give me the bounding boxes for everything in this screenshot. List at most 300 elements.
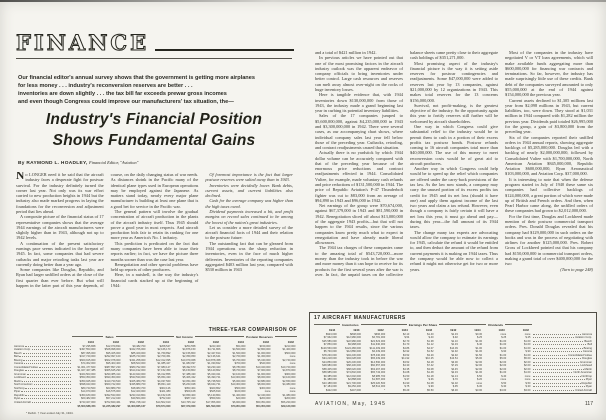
dotted-leader xyxy=(533,386,585,387)
table-value: $700,000 xyxy=(234,362,246,366)
table-group-cell xyxy=(459,323,532,327)
dotted-leader xyxy=(25,346,71,347)
table-value: $1.13 xyxy=(451,374,458,378)
table-value: $1,085,427 xyxy=(157,362,171,366)
group-rule xyxy=(314,324,340,325)
company-name-text: Piper xyxy=(585,378,592,382)
article-paragraph: The outstanding fact that can be gleaned from 1944 operations was the sharp reduction in inventories, even in the face of much higher deliveries. Inventories of the reporting companies aggregated $403 million last year, compared with $530 million in 1943 xyxy=(205,240,293,273)
table-value: $.40 xyxy=(501,374,507,378)
table-value: $4,037,560 xyxy=(157,379,171,383)
dotted-leader xyxy=(533,372,572,373)
table-value: $78,230,000 xyxy=(322,353,337,357)
company-name-text: Cessna xyxy=(14,362,24,366)
table-value: $22,523,000 xyxy=(370,339,386,343)
table-group-cell xyxy=(222,335,297,339)
article-paragraph: Six of the companies reported their unfilled orders in 1944 annual reports, showing aggregate backlogs of $5,285,000,000. Douglas led with a backlog of nearly $2,000,000,000, followed by Consolidated Vultee with $1,700,000,000, North American Aviation $845,000,000, Republic Aviation $600,000,000, Ryan Aeronautical $103,000,000, and Aviation Corp. $37,000,000. xyxy=(505,134,593,177)
table-value: $1.10 xyxy=(451,339,458,343)
table-value: $10,878,458 xyxy=(206,358,221,362)
company-name-text: Lockheed xyxy=(580,364,592,368)
table-value: $528,998,000 xyxy=(104,348,121,352)
dotted-leader xyxy=(21,391,71,392)
table-value: $10,340,000 xyxy=(256,365,271,369)
table-value: $3.52 xyxy=(402,360,410,364)
table-value: $4,500,000 xyxy=(232,348,246,352)
table-value: $9,385,000 xyxy=(323,374,337,378)
table-value: $953,404 xyxy=(184,386,196,390)
year-header: 1943 xyxy=(262,339,269,344)
company-name-text: Boeing xyxy=(14,358,23,362)
table-value: $5.50 xyxy=(427,388,434,392)
table-value: $63,889,750 xyxy=(106,386,121,390)
table-value: none xyxy=(289,355,296,359)
company-name-text: Northrop xyxy=(581,374,592,378)
table-value: $9,230,420 xyxy=(207,365,221,369)
group-rule xyxy=(361,324,387,325)
table-value: $497,553,000 xyxy=(79,348,96,352)
table-value: $1.00 xyxy=(523,343,531,347)
article-paragraph: Let us consider a more detailed survey of the aircraft financial facts of 1944 and their relation to the postwar future: xyxy=(205,224,293,241)
dotted-leader xyxy=(25,395,71,396)
table-value: $421,380 xyxy=(159,390,171,394)
table-value: $1.48 xyxy=(427,371,434,375)
table-value: $39,564,000 xyxy=(131,397,146,401)
totals-value: $67,379,000 xyxy=(181,404,196,408)
table-value: $58,405,000 xyxy=(322,367,337,371)
table-value: $1,330,822 xyxy=(207,362,221,366)
table-value: $3,054,450 xyxy=(182,379,196,383)
table-value: $12,980,000 xyxy=(346,336,361,340)
year-header: 1944 xyxy=(237,339,244,344)
table-value: $2,888,000 xyxy=(347,378,361,382)
table-value: $21,700,000 xyxy=(346,381,361,385)
table-value: $10,740,000 xyxy=(281,365,296,369)
table-value: $80,743,500 xyxy=(81,386,96,390)
table-value: $85,329,000 xyxy=(131,351,146,355)
table-value: $1.70 xyxy=(402,343,410,347)
table-value: $74,802,000 xyxy=(346,371,361,375)
table-value: $1,400,000 xyxy=(232,393,246,397)
company-name-text: Ryan xyxy=(14,397,21,401)
table-value: $1.18 xyxy=(427,374,434,378)
table-value: $325,389,750 xyxy=(129,379,146,383)
table-value: $2.00 xyxy=(499,367,507,371)
table-value: $1.00 xyxy=(475,371,483,375)
table-value: $.30 xyxy=(501,385,507,389)
table-value: $12,079,834 xyxy=(106,344,121,348)
masthead-subrule xyxy=(16,58,292,59)
table-value: $200,000 xyxy=(259,397,271,401)
table-value: $26,230,000 xyxy=(346,360,361,364)
table-value: $17,056,000 xyxy=(206,400,221,404)
table-value: $2,136,641 xyxy=(207,355,221,359)
table-year-header-row xyxy=(14,340,297,344)
page-footer xyxy=(315,401,593,407)
article-paragraph: Current assets declined to $1,305 millions last year from $2,098 millions in 1943, but current liabilities, too, were down. They stood at $1,031 million in 1944 compared with $1,282 million the previous year. Dividends paid totaled $26,995,000 for the group, a gain of $3,800,000 from the preceding year. xyxy=(505,97,593,135)
table-value: $143,943,000 xyxy=(129,372,146,376)
company-name-text: Bell xyxy=(14,355,19,359)
table-value: $1,900,000 xyxy=(257,372,271,376)
table-value: $702,840,461 xyxy=(104,400,121,404)
table-value: $2.92 xyxy=(402,350,410,354)
dotted-leader xyxy=(533,344,587,345)
table-value: $447,000 xyxy=(350,388,361,392)
table-value: $111,409,000 xyxy=(369,346,386,350)
table-value: $698,043,000 xyxy=(79,383,96,387)
table-value: $509,108 xyxy=(184,390,196,394)
article-paragraph: Sales of the 17 companies jumped to $5,600,000,000, against $4,235,000,000 in 1943 and $3,300,000,000 in 1942. There were several cases, as our accompanying chart shows, where individual company sales last year fell below those of the preceding year. Cutbacks, retooling, and contract readjustments caused that situation. xyxy=(315,113,403,151)
year-header: 1942 xyxy=(377,327,384,332)
dotted-leader xyxy=(533,390,574,391)
table-value: $213,000 xyxy=(284,344,296,348)
table-value: $2.00 xyxy=(523,364,531,368)
table-value: $965,645,290 xyxy=(104,369,121,373)
table-value: $87,395,000 xyxy=(81,351,96,355)
table-value: $1,027,407,485 xyxy=(77,369,96,373)
table-value: $63,267,000 xyxy=(370,367,386,371)
dotted-leader xyxy=(32,402,71,403)
table-value: $1,587,000 xyxy=(372,378,386,382)
company-name-text: Martin xyxy=(14,379,22,383)
table-value: $7,900,000 xyxy=(257,369,271,373)
table-value: $4.35 xyxy=(402,367,410,371)
table-value: $525,819 xyxy=(209,390,221,394)
article-paragraph: For the first time, Douglas and Lockheed made mention of their postwar commercial transport orders. Pres. Donald Douglas revealed that his company had $129,000,000 in such orders on the books and was in the process of negotiating with airlines for another $125,000,000. Pres. Robert Gross of Lockheed pointed out that his company had $150,000,000 in commercial transport orders, making a grand total of over $400,000,000 for the two xyxy=(505,213,593,267)
company-name-text: Aeronca xyxy=(14,344,25,348)
year-header: 1943 xyxy=(353,327,360,332)
table-value: $9,988,000 xyxy=(347,343,361,347)
year-header: 1942 xyxy=(450,327,457,332)
table-value: $690,450,000 xyxy=(104,376,121,380)
totals-value: $81,590,000 xyxy=(206,404,221,408)
table-value: $2,166,170 xyxy=(157,348,171,352)
table-value: $5.00 xyxy=(475,357,483,361)
table-value: $1,083,097 xyxy=(182,362,196,366)
table-value: $3.00 xyxy=(475,388,483,392)
scan-edge-artifact xyxy=(0,0,606,2)
table-value: $58,985,000 xyxy=(322,371,337,375)
table-value: $1.00 xyxy=(475,339,483,343)
table-value: $22,980,000 xyxy=(346,339,361,343)
table-value: $.92 xyxy=(452,336,458,340)
table-company-name xyxy=(532,389,592,392)
table-value: $8,985,700 xyxy=(372,374,386,378)
table-value: $1.00 xyxy=(475,350,483,354)
group-label: Dividends xyxy=(488,322,504,327)
article-paragraph: Inventories were decidedly lower. Bank debts, current assets, and current liabilities also declined. xyxy=(205,182,293,199)
article-paragraph: Of foremost importance is the fact that larger postwar reserves were salted away than in 1943. xyxy=(205,172,293,183)
table-value: $559,664 xyxy=(209,397,221,401)
table-value: $.30 xyxy=(525,385,531,389)
table-value: $591,748,413 xyxy=(129,400,146,404)
dotted-leader xyxy=(39,367,71,368)
table-value: $12,312,095 xyxy=(156,358,171,362)
table-group-cell xyxy=(147,335,222,339)
company-name-text: Bell xyxy=(587,343,592,347)
table-value: $200,000 xyxy=(284,397,296,401)
table-value: $350,945,000 xyxy=(79,379,96,383)
group-rule xyxy=(147,336,174,337)
dotted-leader xyxy=(23,360,71,361)
table-value: $1.00 xyxy=(523,371,531,375)
table-value: none xyxy=(289,362,296,366)
table-value: $4,711,806 xyxy=(207,348,221,352)
table-value: $.25 xyxy=(476,336,483,340)
table-value: $903,126 xyxy=(159,386,171,390)
article-paragraph: Another way in which Congress could help would be to speed up the relief which companies are offered under the carry-back provisions of the tax law. As the law now stands, a company may carry the unused portion of its excess profits tax credit for 1945 and its net loss (should it have one) and apply them against income of the last two years and claim a tax refund. However, even though a company is fairly certain it will have a net loss this year, it must go ahead and pay—during this year—the full amount of its 1944 taxes. xyxy=(410,166,498,230)
table-value: $124,480,000 xyxy=(345,346,361,350)
table-value: $8,000,000 xyxy=(257,383,271,387)
group-label: Net Income xyxy=(176,334,193,339)
byline-role: Financial Editor, "Aviation" xyxy=(88,160,139,165)
table-value: $500,000 xyxy=(234,386,246,390)
totals-value: $3,300,865,167 xyxy=(127,404,146,408)
table-value: $2,427,814 xyxy=(207,351,221,355)
page-number: 117 xyxy=(585,401,593,407)
table-value: $2,340,000 xyxy=(257,393,271,397)
table-value: $.54 xyxy=(404,336,410,340)
table-value: $5.00 xyxy=(523,357,531,361)
table-value: $.95 xyxy=(452,385,458,389)
table-value: $2.00 xyxy=(523,367,531,371)
table-value: $3,100,000 xyxy=(232,372,246,376)
table-value: $5,320,321 xyxy=(207,372,221,376)
magazine-name-date: AVIATION, May, 1945 xyxy=(315,401,387,407)
dotted-leader xyxy=(32,349,71,350)
table-value: $10.25 xyxy=(425,357,434,361)
table-value: $60,657,000 xyxy=(370,364,386,368)
drop-cap: N xyxy=(16,172,25,182)
table-value: $392,533,000 xyxy=(104,393,121,397)
dotted-leader xyxy=(533,362,579,363)
article-paragraph: It is interesting to note that when the defense program started in July of 1940 these same six companies had collective backlogs of $124,000,000, a great portion of which were made up of British and French orders. And then, when Pearl Harbor came along, the unfilled orders of these companies had grown to $2,012,000,000. xyxy=(505,176,593,214)
byline-author: By RAYMOND L. HOADLEY, xyxy=(18,161,88,166)
table-value: $60,482,000 xyxy=(81,397,96,401)
article-paragraph: Most promising aspect of the industry's financial picture is the way it is setting aside reserves for postwar contingencies and readjustments. Some $47,000,000 were added to reserves last year by 13 companies, against $21,000,000 by 12 organizations in 1943. This makes total reserves for the 13 concerns $156,000,000. xyxy=(410,60,498,103)
table-value: $.25 xyxy=(525,336,531,340)
table-totals-row xyxy=(14,406,297,409)
dotted-leader xyxy=(533,369,584,370)
table-value: $1.50 xyxy=(402,374,410,378)
group-rule xyxy=(439,324,459,325)
table-value: $54,000 xyxy=(236,344,246,348)
table-value: $6,312,856 xyxy=(157,372,171,376)
dotted-leader xyxy=(533,348,583,349)
group-rule xyxy=(195,336,222,337)
article-paragraph: A continuation of the present satisfactory earnings pace seems indicated in the forepart of 1945. In fact, some companies that had severe cutbacks and major retooling tasks last year are currently doing better than a year ago. xyxy=(16,240,104,267)
table-value: $1.33 xyxy=(451,332,458,336)
dotted-leader xyxy=(25,388,71,389)
table-value: $56,230,000 xyxy=(281,400,296,404)
table-value: $2,740,000 xyxy=(282,358,296,362)
table-value: $2.00 xyxy=(523,360,531,364)
company-name-text: North American xyxy=(573,371,592,375)
article-title-line1: Industry's Financial Position xyxy=(45,111,263,128)
dotted-leader xyxy=(533,355,567,356)
company-name-text: North American xyxy=(14,383,33,387)
table-value: $.99 xyxy=(428,385,434,389)
table-value: $743,327,000 xyxy=(79,400,96,404)
table-value: $2.33 xyxy=(451,371,458,375)
table-value: $.90 xyxy=(501,350,507,354)
table-value: $1.00 xyxy=(475,346,483,350)
group-rule xyxy=(222,336,244,337)
table-value: $48,980,000 xyxy=(322,364,337,368)
totals-value: $70,674,000 xyxy=(156,404,171,408)
table-value: none xyxy=(524,378,531,382)
table-value: $12,880,000 xyxy=(346,350,361,354)
year-header: 1942 xyxy=(137,339,144,344)
table-value: $410,730,520 xyxy=(104,379,121,383)
editor-note-line: and even though Congress could improve our manufacturers' tax situation, the— xyxy=(18,99,234,106)
table-value: $5,263,028 xyxy=(182,383,196,387)
table-value: $696,000 xyxy=(374,332,386,336)
table-value: $687,310 xyxy=(184,397,196,401)
editor-note xyxy=(18,74,292,106)
company-name-text: Douglas xyxy=(582,357,592,361)
table-value: $129,560,000 xyxy=(320,346,337,350)
table-value: $422,000 xyxy=(325,388,337,392)
table-value: $2,700,000 xyxy=(232,355,246,359)
table-value: $1.00 xyxy=(499,339,507,343)
table-body-left xyxy=(14,335,297,409)
dotted-leader xyxy=(533,337,574,338)
totals-value: $5,600,688,453 xyxy=(77,404,96,408)
dotted-leader xyxy=(533,341,583,342)
table-value: $24,850,000 xyxy=(322,360,337,364)
table-value: $5,000,000 xyxy=(232,379,246,383)
group-rule xyxy=(275,336,297,337)
year-header: 1942 xyxy=(212,339,219,344)
table-value: $4.30 xyxy=(402,364,410,368)
article-paragraph: Net earnings of the group were $70,674,000, against $67,379,000 in 1943 and $81,590,000 in 1942. Renegotiation sliced off about $13,000,000 of the aggregate 1943 profits—but that will not happen to the 1944 results, since the various companies know pretty much what to expect in renegotiation and have already made liberal allowances. xyxy=(315,203,403,246)
table-value: $7,980,127 xyxy=(157,365,171,369)
company-name-text: Beech xyxy=(584,339,592,343)
dotted-leader xyxy=(27,374,71,375)
table-body-right xyxy=(314,323,592,393)
year-header: 1944 xyxy=(474,327,481,332)
table-value: $.20 xyxy=(476,378,483,382)
table-value: $65,439,000 xyxy=(370,357,386,361)
year-header: 1942 xyxy=(287,339,294,344)
table-value: $1.90 xyxy=(402,381,410,385)
table-value: $.70 xyxy=(452,378,458,382)
table-value: $3,880,000 xyxy=(257,379,271,383)
dotted-leader xyxy=(533,376,581,377)
table-value: $1.12 xyxy=(427,343,434,347)
table-value: $9,482,700 xyxy=(132,344,146,348)
article-paragraph: The general pattern will involve the gradual concentration of aircraft production in the plants of the aircraft industry itself. Thus 1945 should prove a good year in most respects. And aircraft production bids fair to retain its ranking for one more year as America's No. 1 industry. xyxy=(110,208,199,241)
table-value: $3.00 xyxy=(451,360,458,364)
table-value: $3.52 xyxy=(402,353,410,357)
company-name-text: Aeronca xyxy=(581,332,592,336)
table-value: $1,400,000 xyxy=(282,348,296,352)
company-name-text: Beech xyxy=(14,351,22,355)
table-value: $7,850,000 xyxy=(323,343,337,347)
group-rule xyxy=(72,336,103,337)
table-value: $50,354,000 xyxy=(256,400,271,404)
company-name-text: Republic xyxy=(14,393,25,397)
table-value: $1,300,000 xyxy=(257,355,271,359)
year-header: 1944 xyxy=(162,339,169,344)
article-paragraph: (Turn to page 248) xyxy=(560,266,593,272)
table-value: $324,503,000 xyxy=(79,372,96,376)
table-value: $1,061,477,600 xyxy=(77,365,96,369)
table-value: $100,000 xyxy=(234,390,246,394)
table-value: $5,730,000 xyxy=(323,350,337,354)
table-value: $5.29 xyxy=(402,388,410,392)
table-value: $4,876,150 xyxy=(182,348,196,352)
table-value: $1.52 xyxy=(427,350,434,354)
year-header: 1943 xyxy=(425,327,433,332)
table-value: none xyxy=(289,386,296,390)
section-masthead: FINANCE xyxy=(16,30,150,55)
article-paragraph: One way in which Congress could give substantial relief to the industry would be to permit them to cash in a portion of their excess profits tax postwar bonds. Postwar refunds coming to 16 aircraft companies total more than $40,000,000. The use of this money to meet reconversion costs would be of great aid to aircraft producers. xyxy=(410,123,498,166)
table-value: $11,630,000 xyxy=(370,343,386,347)
table-group-header-row xyxy=(14,335,297,339)
dotted-leader xyxy=(27,377,71,378)
table-value: $8,044,731 xyxy=(207,383,221,387)
table-year-header-row xyxy=(314,328,592,332)
table-value: $2,359,050 xyxy=(182,355,196,359)
table-value: $7,962,000 xyxy=(323,336,337,340)
article-paragraph: and a total of $421 million in 1942. xyxy=(315,50,377,55)
table-value: $2.00 xyxy=(475,364,483,368)
table-value: $431,258,000 xyxy=(129,358,146,362)
table-value: $10,300,000 xyxy=(231,383,246,387)
table-value: $2.92 xyxy=(451,353,458,357)
year-header: 1944 xyxy=(328,327,336,332)
table-value: none xyxy=(264,390,271,394)
table-group-cell xyxy=(314,323,387,327)
table-value: $6,439,000 xyxy=(372,350,386,354)
table-value: $.75 xyxy=(404,385,410,389)
table-value: $602,078,000 xyxy=(104,358,121,362)
article-paragraph: Survival, not profit-making, is the greatest objective of the industry. So the opportunity again this year to fortify reserves still further will be welcomed by aircraft shareholders. xyxy=(410,102,498,124)
table-value: $5,406,432 xyxy=(182,376,196,380)
table-value: $300,000 xyxy=(259,386,271,390)
table-value: $6.30 xyxy=(451,388,458,392)
company-name-text: Grumman xyxy=(580,360,592,364)
table-value: $600,915,000 xyxy=(79,358,96,362)
table-value: $4.45 xyxy=(451,367,458,371)
table-value: $9,250,200 xyxy=(347,385,361,389)
table-value: $1.40 xyxy=(427,332,434,336)
table-value: $2,650,000 xyxy=(282,379,296,383)
table-value: $95,325,000 xyxy=(106,351,121,355)
table-value: $0.30 xyxy=(475,332,483,336)
manufacturers-table xyxy=(309,312,597,394)
article-paragraph: Cash for the average company was higher than the high taxes owed. xyxy=(205,198,293,209)
table-value: $1.33 xyxy=(451,343,458,347)
article-columns-right xyxy=(315,50,593,307)
company-name-text: Consolidated Vultee xyxy=(568,353,592,357)
table-value: $1.00 xyxy=(499,371,507,375)
table-value: $7,152,459 xyxy=(157,369,171,373)
table-value: $14,590,000 xyxy=(370,360,386,364)
table-value: $7,184,000 xyxy=(323,385,337,389)
table-value: $290,385,414 xyxy=(104,372,121,376)
table-value: $1.02 xyxy=(451,381,458,385)
table-value: $7,295,868 xyxy=(82,344,96,348)
table-value: $7,488,430 xyxy=(182,372,196,376)
article-columns-left xyxy=(16,172,293,319)
table-value: $752,040 xyxy=(159,397,171,401)
table-value: $243,400 xyxy=(209,344,221,348)
table-value: $342,766,000 xyxy=(129,348,146,352)
table-value: none xyxy=(476,381,483,385)
table-company-name xyxy=(14,401,72,404)
table-value: $4,380,000 xyxy=(282,383,296,387)
